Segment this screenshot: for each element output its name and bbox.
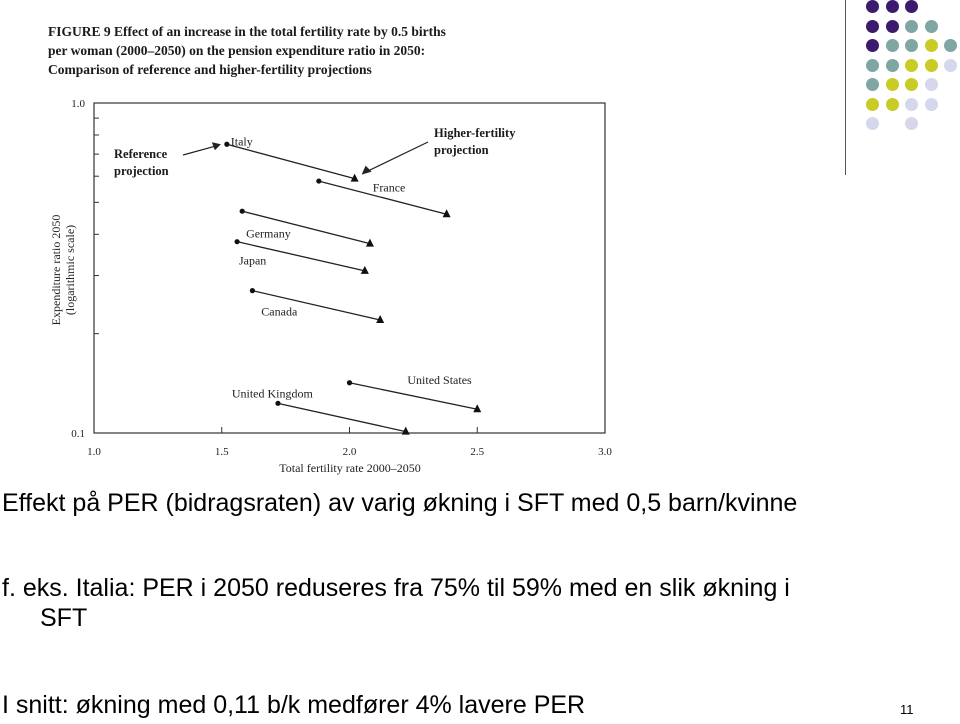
- decorative-vertical-rule: [845, 0, 846, 175]
- higher-fertility-annotation: Higher-fertility projection: [434, 126, 516, 157]
- series-line-united-kingdom: [278, 403, 406, 431]
- series-line-italy: [227, 144, 355, 178]
- decorative-dot: [866, 98, 879, 111]
- series-label: United States: [407, 373, 472, 388]
- decorative-dot: [925, 98, 938, 111]
- x-tick-label: 2.0: [342, 446, 357, 458]
- decorative-dot: [925, 20, 938, 33]
- decorative-dot: [944, 59, 957, 72]
- y-axis-title: Expenditure ratio 2050(logarithmic scale): [49, 214, 77, 326]
- decorative-dot: [886, 0, 899, 13]
- page-number: 11: [900, 702, 914, 717]
- decorative-dot: [886, 20, 899, 33]
- decorative-dot: [905, 78, 918, 91]
- slide-example-text: [2, 573, 902, 633]
- chart-marks: [183, 134, 481, 434]
- decorative-dot: [866, 39, 879, 52]
- decorative-dot: [905, 0, 918, 13]
- series-label: Canada: [261, 304, 298, 319]
- decorative-dot: [925, 78, 938, 91]
- y-tick-label: 0.1: [71, 428, 85, 440]
- decorative-dot: [905, 117, 918, 130]
- reference-point: [224, 142, 229, 147]
- series-label: France: [372, 180, 406, 195]
- higher-fertility-arrow: [365, 142, 428, 173]
- decorative-dot: [886, 78, 899, 91]
- x-tick-label: 3.0: [598, 446, 612, 458]
- series-label: Japan: [238, 253, 267, 268]
- reference-point: [234, 239, 239, 244]
- decorative-dot: [905, 98, 918, 111]
- decorative-dot: [866, 20, 879, 33]
- series-label: Italy: [230, 134, 253, 149]
- series-label: Germany: [246, 226, 291, 241]
- decorative-dot: [905, 39, 918, 52]
- higher-fertility-arrowhead: [362, 166, 372, 175]
- reference-point: [240, 209, 245, 214]
- decorative-dot: [905, 20, 918, 33]
- decorative-dot: [866, 0, 879, 13]
- decorative-dot: [886, 39, 899, 52]
- decorative-dot: [866, 117, 879, 130]
- x-tick-label: 1.5: [214, 446, 229, 458]
- decorative-dot: [886, 59, 899, 72]
- x-axis-title: Total fertility rate 2000–2050: [279, 461, 421, 475]
- decorative-dot: [866, 59, 879, 72]
- x-tick-label: 1.0: [87, 446, 101, 458]
- decorative-dot: [905, 59, 918, 72]
- decorative-dot: [925, 39, 938, 52]
- x-tick-label: 2.5: [470, 446, 485, 458]
- slide-heading: Effekt på PER (bidragsraten) av varig økning i SFT med 0,5 barn/kvinne: [2, 489, 798, 517]
- decorative-dot: [925, 59, 938, 72]
- reference-arrow: [183, 145, 219, 155]
- slide-example-line: f. eks. Italia: PER i 2050 reduseres fra 75% til 59% med en slik økning i: [2, 574, 790, 602]
- reference-point: [275, 401, 280, 406]
- reference-projection-annotation: Reference projection: [114, 147, 169, 178]
- reference-point: [316, 178, 321, 183]
- decorative-dot: [886, 98, 899, 111]
- decorative-dot: [944, 39, 957, 52]
- reference-point: [250, 288, 255, 293]
- y-tick-label: 1.0: [71, 98, 85, 110]
- slide-summary-text: I snitt: økning med 0,11 b/k medfører 4% lavere PER: [2, 691, 586, 719]
- figure-title: FIGURE 9 Effect of an increase in the total fertility rate by 0.5 births per woman (2000–2050) on the pension expenditure ratio in 2050: Comparison of reference and higher-fertility projections: [48, 24, 446, 77]
- slide-example-continuation: SFT: [40, 604, 88, 632]
- decorative-dot: [866, 78, 879, 91]
- series-label: United Kingdom: [231, 386, 313, 401]
- reference-point: [347, 380, 352, 385]
